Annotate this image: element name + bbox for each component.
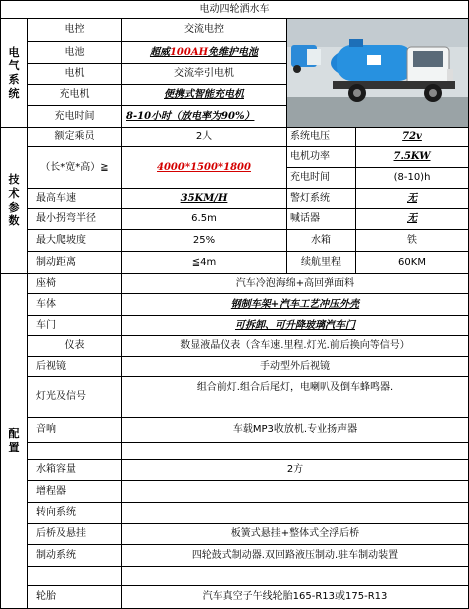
section-electrical: 电气系统 <box>0 19 28 128</box>
tech-value-water-tank: 铁 <box>356 230 469 252</box>
tech-label-gradeability: 最大爬坡度 <box>28 230 122 252</box>
tech-label-braking-distance: 制动距离 <box>28 252 122 274</box>
electrical-label-battery: 电池 <box>28 42 122 64</box>
electrical-label-controller: 电控 <box>28 19 122 42</box>
config-label-audio: 音响 <box>28 418 122 443</box>
config-label-seat: 座椅 <box>28 274 122 294</box>
tech-label-turning-radius: 最小拐弯半径 <box>28 209 122 230</box>
sheet-title: 电动四轮洒水车 <box>0 0 469 19</box>
config-value-tank-capacity: 2方 <box>122 460 469 481</box>
tech-value-passengers: 2人 <box>122 128 287 147</box>
config-value-seat: 汽车冷泡海绵+高回弹面料 <box>122 274 469 294</box>
tech-label-charge-time: 充电时间 <box>287 168 356 189</box>
electrical-label-charger: 充电机 <box>28 85 122 106</box>
tech-value-max-speed: 35KM/H <box>122 189 287 209</box>
tech-value-warning-light: 无 <box>356 189 469 209</box>
config-label-mirror: 后视镜 <box>28 357 122 377</box>
tech-label-motor-power: 电机功率 <box>287 147 356 168</box>
config-label-empty-2 <box>28 567 122 586</box>
water-truck-icon <box>287 19 469 128</box>
tech-label-warning-light: 警灯系统 <box>287 189 356 209</box>
battery-type: 免维护电池 <box>208 46 259 58</box>
electrical-value-motor: 交流牵引电机 <box>122 64 287 85</box>
tech-value-charge-time: (8-10)h <box>356 168 469 189</box>
section-config: 配置 <box>0 274 28 609</box>
tech-value-voltage: 72v <box>356 128 469 147</box>
tech-label-passengers: 额定乘员 <box>28 128 122 147</box>
config-value-body: 钢制车架+汽车工艺冲压外壳 <box>122 294 469 316</box>
electrical-label-motor: 电机 <box>28 64 122 85</box>
config-value-tires: 汽车真空子午线轮胎165-R13或175-R13 <box>122 586 469 609</box>
config-value-steering <box>122 503 469 524</box>
electrical-value-charger: 便携式智能充电机 <box>122 85 287 106</box>
tech-value-motor-power: 7.5KW <box>356 147 469 168</box>
config-value-range-extender <box>122 481 469 503</box>
electrical-label-charge-time: 充电时间 <box>28 106 122 128</box>
config-label-door: 车门 <box>28 316 122 336</box>
tech-label-dimensions: （长*宽*高）≧ <box>28 147 122 189</box>
tech-value-dimensions: 4000*1500*1800 <box>122 147 287 189</box>
config-label-steering: 转向系统 <box>28 503 122 524</box>
config-label-lights: 灯光及信号 <box>28 377 122 418</box>
config-value-empty-2 <box>122 567 469 586</box>
config-value-instrument: 数显液晶仪表（含车速.里程.灯光.前后换向等信号） <box>122 336 469 357</box>
electrical-value-charge-time: 8-10小时（放电率为90%） <box>122 106 287 128</box>
tech-value-turning-radius: 6.5m <box>122 209 287 230</box>
battery-capacity: 100AH <box>169 46 209 58</box>
section-technical: 技术参数 <box>0 128 28 274</box>
tech-value-megaphone: 无 <box>356 209 469 230</box>
config-label-body: 车体 <box>28 294 122 316</box>
tech-label-megaphone: 喊话器 <box>287 209 356 230</box>
battery-brand: 超威 <box>149 46 170 58</box>
tech-value-gradeability: 25% <box>122 230 287 252</box>
water-truck-photo <box>287 19 469 128</box>
config-value-door: 可拆卸、可升降玻璃汽车门 <box>122 316 469 336</box>
config-value-rear-axle: 板簧式悬挂+整体式全浮后桥 <box>122 524 469 545</box>
config-label-instrument: 仪表 <box>28 336 122 357</box>
tech-label-voltage: 系统电压 <box>287 128 356 147</box>
tech-label-max-speed: 最高车速 <box>28 189 122 209</box>
config-value-audio: 车载MP3收放机.专业扬声器 <box>122 418 469 443</box>
config-label-tires: 轮胎 <box>28 586 122 609</box>
tech-value-range: 60KM <box>356 252 469 274</box>
electrical-value-battery <box>122 42 287 64</box>
electrical-value-controller: 交流电控 <box>122 19 287 42</box>
tech-value-braking-distance: ≦4m <box>122 252 287 274</box>
tech-label-water-tank: 水箱 <box>287 230 356 252</box>
config-label-empty-1 <box>28 443 122 460</box>
tech-label-range: 续航里程 <box>287 252 356 274</box>
config-value-lights: 组合前灯.组合后尾灯，电喇叭及倒车蜂鸣器. <box>122 377 469 418</box>
config-label-range-extender: 增程器 <box>28 481 122 503</box>
config-label-rear-axle: 后桥及悬挂 <box>28 524 122 545</box>
config-value-brakes: 四轮鼓式制动器.双回路液压制动.驻车制动装置 <box>122 545 469 567</box>
config-value-empty-1 <box>122 443 469 460</box>
config-value-mirror: 手动型外后视镜 <box>122 357 469 377</box>
config-label-brakes: 制动系统 <box>28 545 122 567</box>
config-label-tank-capacity: 水箱容量 <box>28 460 122 481</box>
